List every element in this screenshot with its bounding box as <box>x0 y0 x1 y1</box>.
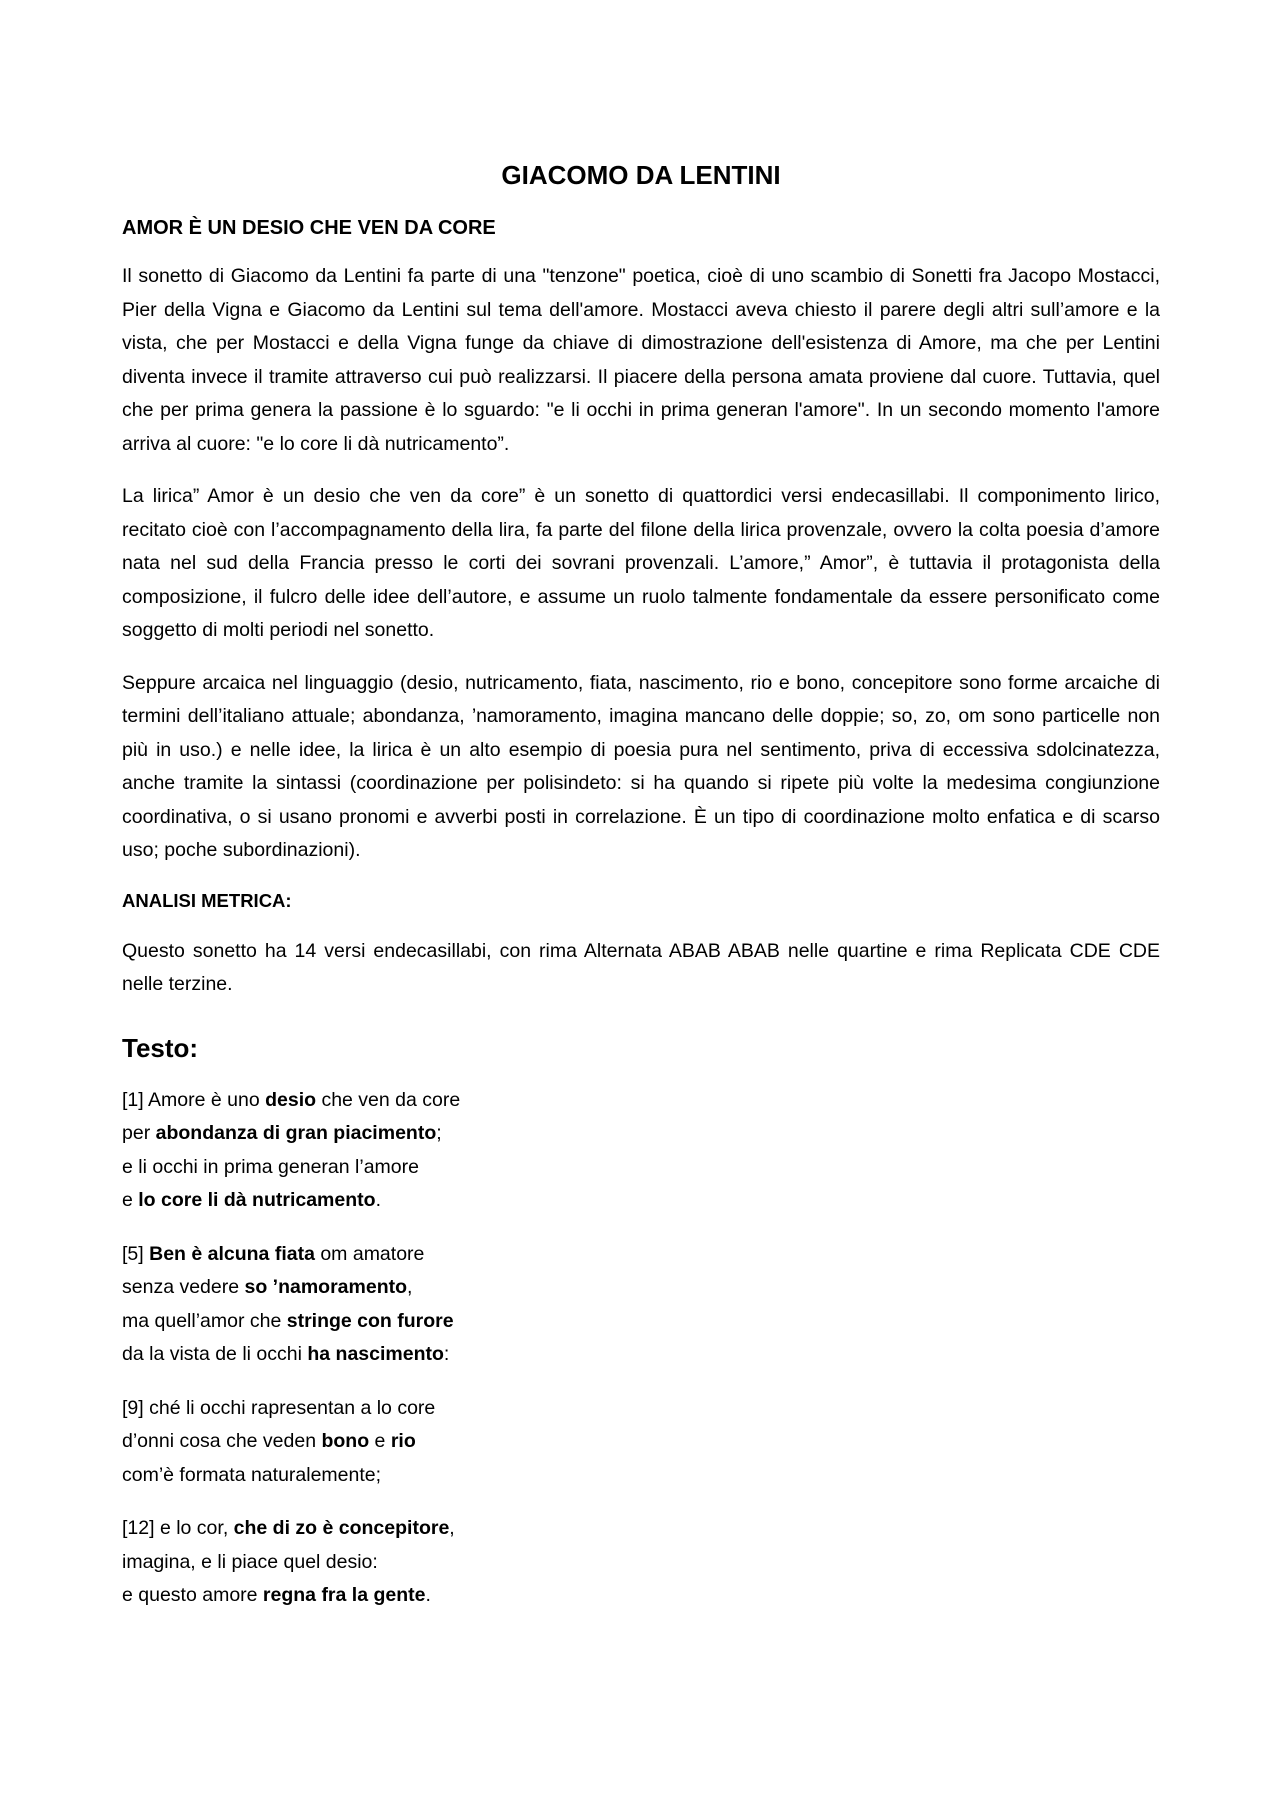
verse-segment: e <box>369 1430 391 1452</box>
poem-verse <box>122 1117 1160 1151</box>
poem-stanza <box>122 1392 1160 1493</box>
poem-verse <box>122 1512 1160 1546</box>
verse-segment: e questo amore <box>122 1584 263 1606</box>
poem-verse <box>122 1579 1160 1613</box>
paragraph-lirica: La lirica” Amor è un desio che ven da core” è un sonetto di quattordici versi endecasillabi. Il componimento lirico, recitato cioè con l’accompagnamento della lira, fa parte del filone della lirica provenzale, ovvero la colta poesia d’amore nata nel sud della Francia presso le corti dei sovrani provenzali. L’amore,” Amor”, è tuttavia il protagonista della composizione, il fulcro delle idee dell’autore, e assume un ruolo talmente fondamentale da essere personificato come soggetto di molti periodi nel sonetto. <box>122 485 1160 641</box>
poem-verse <box>122 1184 1160 1218</box>
poem-verse <box>122 1425 1160 1459</box>
verse-segment: e li occhi in prima generan l’amore <box>122 1155 419 1178</box>
poem-verse <box>122 1392 1160 1426</box>
verse-segment: , <box>449 1517 455 1539</box>
poem-verse <box>122 1151 1160 1185</box>
verse-bold-segment: regna fra la gente <box>262 1584 426 1606</box>
section-title: AMOR È UN DESIO CHE VEN DA CORE <box>122 217 496 239</box>
verse-segment: per <box>122 1122 156 1144</box>
verse-segment: [9] ché li occhi rapresentan a lo core <box>122 1396 436 1419</box>
metric-analysis-heading: ANALISI METRICA: <box>122 889 292 911</box>
verse-segment: com’è formata naturalemente; <box>122 1463 382 1486</box>
verse-segment: senza vedere <box>122 1276 245 1298</box>
verse-bold-segment: Ben è alcuna fiata <box>149 1242 315 1265</box>
paragraph-intro: Il sonetto di Giacomo da Lentini fa parte di una "tenzone" poetica, cioè di uno scambio di Sonetti fra Jacopo Mostacci, Pier della Vigna e Giacomo da Lentini sul tema dell'amore. Mostacci aveva chiesto il parere degli altri sull’amore e la vista, che per Mostacci e della Vigna funge da chiave di dimostrazione dell'esistenza di Amore, ma che per Lentini diventa invece il tramite attraverso cui può realizzarsi. Il piacere della persona amata proviene dal cuore. Tuttavia, quel che per prima genera la passione è lo sguardo: "e li occhi in prima generan l'amore". In un secondo momento l'amore arriva al cuore: "e lo core li dà nutricamento”. <box>122 265 1160 455</box>
verse-segment: , <box>407 1276 413 1298</box>
verse-bold-segment: lo core li dà nutricamento <box>138 1189 376 1211</box>
verse-segment: . <box>425 1584 431 1606</box>
poem-verse <box>122 1271 1160 1305</box>
verse-segment: e <box>122 1189 139 1211</box>
testo-heading: Testo: <box>122 1032 199 1063</box>
verse-segment: ma quell’amor che <box>122 1309 287 1332</box>
verse-bold-segment: desio <box>265 1088 317 1111</box>
verse-segment: om amatore <box>314 1242 425 1265</box>
verse-bold-segment: che di zo è concepitore <box>233 1517 450 1539</box>
document-title: GIACOMO DA LENTINI <box>501 160 781 190</box>
poem-verse <box>122 1238 1160 1272</box>
verse-bold-segment: abondanza di gran piacimento <box>155 1122 437 1144</box>
poem-stanza <box>122 1084 1160 1218</box>
verse-bold-segment: so ’namoramento <box>244 1276 408 1298</box>
paragraph-linguaggio: Seppure arcaica nel linguaggio (desio, nutricamento, fiata, nascimento, rio e bono, concepitore sono forme arcaiche di termini dell’italiano attuale; abondanza, ’namoramento, imagina mancano delle doppie; so, zo, om sono particelle non più in uso.) e nelle idee, la lirica è un alto esempio di poesia pura nel sentimento, priva di eccessiva sdolcinatezza, anche tramite la sintassi (coordinazione per polisindeto: si ha quando si ripete più volte la medesima congiunzione coordinativa, o si usano pronomi e avverbi posti in correlazione. È un tipo di coordinazione molto enfatica e di scarso uso; poche subordinazioni). <box>122 671 1160 861</box>
poem-text <box>122 1084 1160 1613</box>
verse-segment: [5] <box>122 1242 150 1265</box>
poem-verse <box>122 1459 1160 1493</box>
verse-bold-segment: rio <box>390 1430 416 1452</box>
verse-segment: [1] Amore è uno <box>122 1088 266 1111</box>
poem-verse <box>122 1546 1160 1580</box>
verse-segment: imagina, e li piace quel desio: <box>122 1550 378 1573</box>
verse-segment: : <box>443 1343 450 1365</box>
verse-segment: ; <box>436 1122 442 1144</box>
poem-verse <box>122 1305 1160 1339</box>
poem-verse <box>122 1338 1160 1372</box>
verse-segment: da la vista de li occhi <box>122 1343 308 1365</box>
poem-stanza <box>122 1512 1160 1613</box>
poem-stanza <box>122 1238 1160 1372</box>
metric-analysis-text: Questo sonetto ha 14 versi endecasillabi, con rima Alternata ABAB ABAB nelle quartine e rima Replicata CDE CDE nelle terzine. <box>122 939 1160 995</box>
verse-bold-segment: stringe con furore <box>286 1309 454 1332</box>
verse-segment: . <box>375 1189 381 1211</box>
verse-bold-segment: ha nascimento <box>307 1343 444 1365</box>
verse-segment: d’onni cosa che veden <box>122 1430 322 1452</box>
verse-bold-segment: bono <box>321 1430 370 1452</box>
verse-segment: [12] e lo cor, <box>122 1517 234 1539</box>
document-page <box>122 158 1160 1633</box>
poem-verse <box>122 1084 1160 1118</box>
verse-segment: che ven da core <box>316 1088 461 1111</box>
